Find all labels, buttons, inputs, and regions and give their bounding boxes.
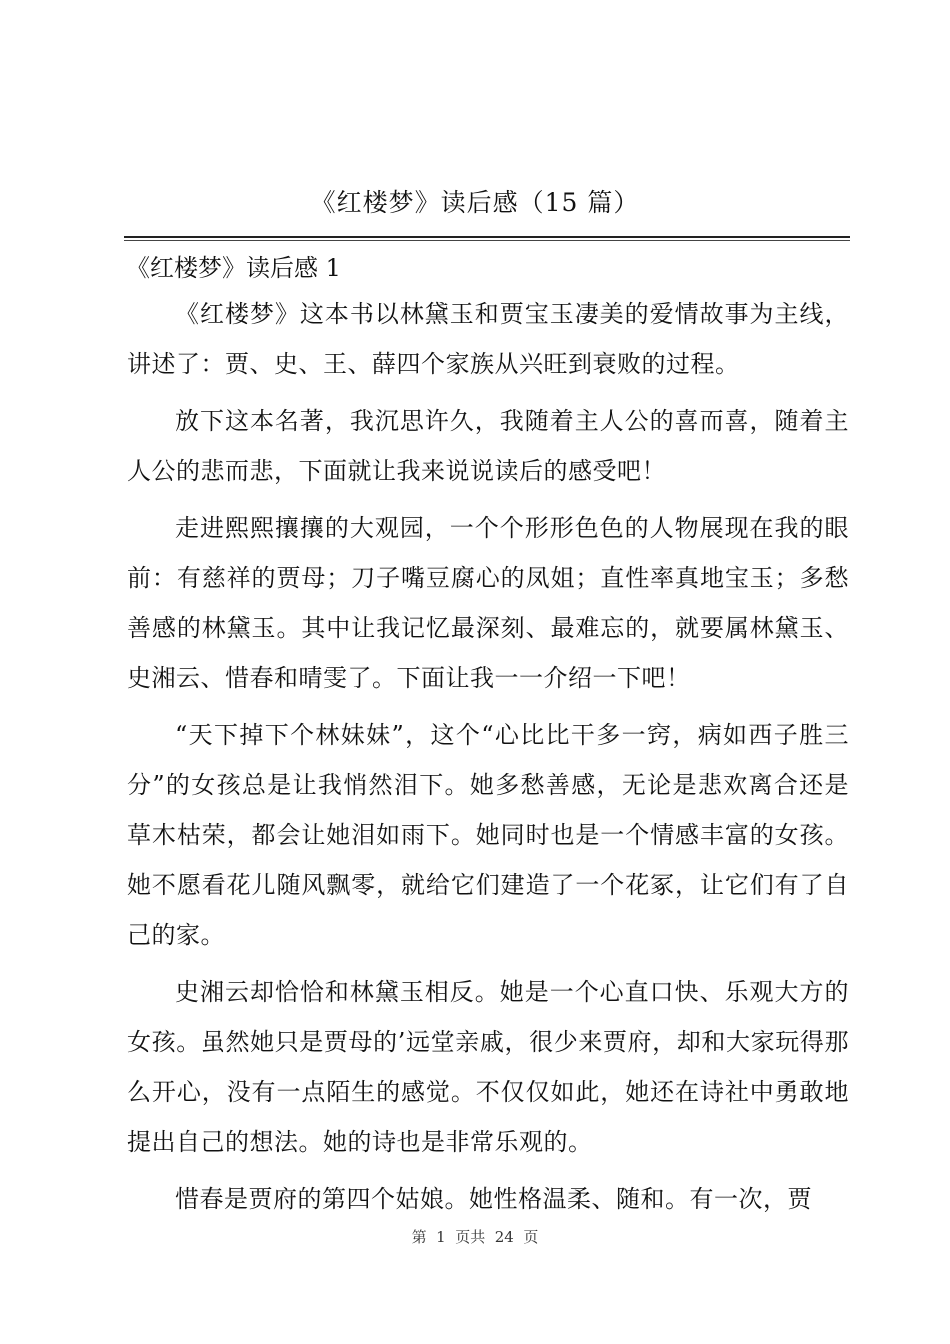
paragraph: 放下这本名著，我沉思许久，我随着主人公的喜而喜，随着主人公的悲而悲，下面就让我来说说读后的感受吧！	[127, 407, 849, 485]
paragraph: “天下掉下个林妹妹”，这个“心比比干多一窍，病如西子胜三分”的女孩总是让我悄然泪下。她多愁善感，无论是悲欢离合还是草木枯荣，都会让她泪如雨下。她同时也是一个情感丰富的女孩。她不愿看花儿随风飘零，就给它们建造了一个花冢，让它们有了自己的家。	[127, 721, 849, 949]
title-divider-thick	[124, 236, 850, 238]
body-text	[127, 289, 849, 1231]
paragraph: 走进熙熙攘攘的大观园，一个个形形色色的人物展现在我的眼前：有慈祥的贾母；刀子嘴豆腐心的凤姐；直性率真地宝玉；多愁善感的林黛玉。其中让我记忆最深刻、最难忘的，就要属林黛玉、史湘云、惜春和晴雯了。下面让我一一介绍一下吧！	[127, 514, 849, 692]
title-divider-thin	[124, 240, 850, 241]
paragraph: 《红楼梦》这本书以林黛玉和贾宝玉凄美的爱情故事为主线，讲述了：贾、史、王、薛四个家族从兴旺到衰败的过程。	[127, 300, 849, 378]
section-heading: 《红楼梦》读后感 1	[126, 254, 341, 282]
page-number-footer: 第 1 页共 24 页	[411, 1228, 539, 1246]
paragraph: 史湘云却恰恰和林黛玉相反。她是一个心直口快、乐观大方的女孩。虽然她只是贾母的’远堂亲戚，很少来贾府，却和大家玩得那么开心，没有一点陌生的感觉。不仅仅如此，她还在诗社中勇敢地提出自己的想法。她的诗也是非常乐观的。	[127, 978, 849, 1156]
paragraph: 惜春是贾府的第四个姑娘。她性格温柔、随和。有一次，贾	[175, 1185, 812, 1213]
document-title: 《红楼梦》读后感（15 篇）	[310, 188, 640, 217]
